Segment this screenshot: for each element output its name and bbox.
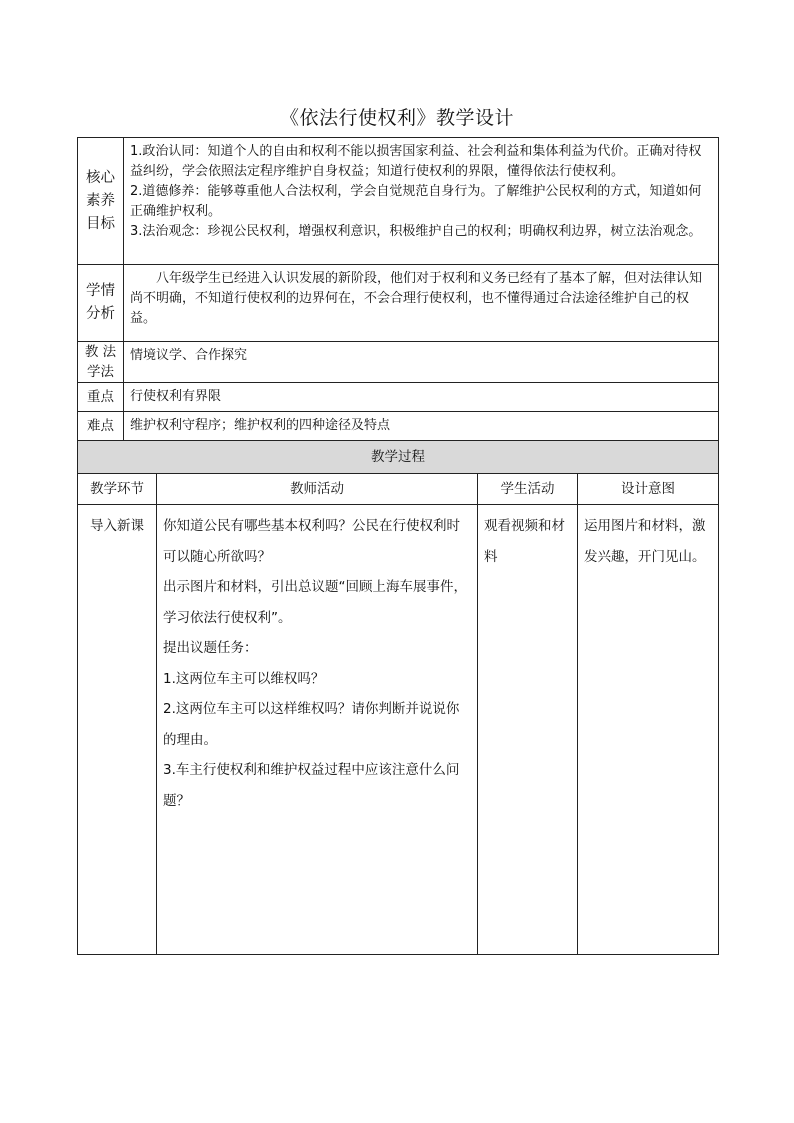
situation-text: 八年级学生已经进入认识发展的新阶段，他们对于权利和义务已经有了基本了解，但对法律认知尚不明确，不知道行使权利的边界何在，不会合理行使权利，也不懂得通过合法途径维护自己的权益。 — [130, 271, 703, 326]
method-label — [78, 342, 124, 383]
teacher-activity-item: 出示图片和材料，引出总议题“回顾上海车展事件，学习依法行使权利”。 — [163, 579, 467, 626]
situation-label-line: 分析 — [86, 306, 115, 322]
situation-label-line: 学情 — [86, 283, 115, 299]
column-header-stage: 教学环节 — [78, 474, 157, 505]
method-text: 情境议学、合作探究 — [130, 348, 248, 363]
process-row — [78, 505, 719, 955]
difficulty-content: 维护权利守程序；维护权利的四种途径及特点 — [124, 412, 719, 441]
goals-label-line: 核心 — [86, 169, 115, 186]
teacher-activity-item: 3.车主行使权利和维护权益过程中应该注意什么问题？ — [163, 762, 460, 809]
goal-item: 3.法治观念：珍视公民权利，增强权利意识，积极维护自己的权利；明确权利边界，树立法治观念。 — [130, 224, 702, 239]
goal-item: 1.政治认同：知道个人的自由和权利不能以损害国家利益、社会利益和集体利益为代价。正确对待权益纠纷，学会依照法定程序维护自身权益；知道行使权利的界限，懂得依法行使权利。 — [130, 144, 702, 179]
column-header-intent: 设计意图 — [578, 474, 719, 505]
stage-cell: 导入新课 — [78, 505, 157, 955]
process-header: 教学过程 — [78, 441, 719, 474]
student-activity-cell: 观看视频和材料 — [478, 505, 578, 955]
method-label-line: 教 法 — [84, 344, 117, 360]
goals-label — [78, 138, 124, 265]
document-title: 《依法行使权利》教学设计 — [279, 107, 514, 129]
teacher-activity-item: 1.这两位车主可以维权吗？ — [163, 670, 325, 687]
teacher-activity-item: 2.这两位车主可以这样维权吗？请你判断并说说你的理由。 — [163, 701, 460, 748]
key-point-content: 行使权利有界限 — [124, 383, 719, 412]
process-header-row — [78, 441, 719, 474]
goals-label-line: 素养 — [86, 192, 115, 209]
situation-row — [78, 265, 719, 342]
key-point-label: 重点 — [78, 383, 124, 412]
lesson-plan-table — [77, 137, 719, 955]
difficulty-label: 难点 — [78, 412, 124, 441]
teacher-activity-item: 你知道公民有哪些基本权利吗？公民在行使权利时可以随心所欲吗？ — [163, 518, 460, 565]
situation-content — [124, 265, 719, 342]
key-point-row — [78, 383, 719, 412]
column-header-teacher: 教师活动 — [157, 474, 478, 505]
teacher-activity-item: 提出议题任务： — [163, 640, 258, 656]
method-label-line: 学法 — [87, 364, 114, 380]
goal-item: 2.道德修养：能够尊重他人合法权利，学会自觉规范自身行为。了解维护公民权利的方式，知道如何正确维护权利。 — [130, 184, 702, 219]
column-header-student: 学生活动 — [478, 474, 578, 505]
teacher-activity-cell — [157, 505, 478, 955]
method-content — [124, 342, 719, 383]
difficulty-row — [78, 412, 719, 441]
goals-label-line: 目标 — [86, 215, 115, 232]
goals-content — [124, 138, 719, 265]
design-intent-cell: 运用图片和材料，激发兴趣，开门见山。 — [578, 505, 719, 955]
process-columns-row — [78, 474, 719, 505]
goals-row — [78, 138, 719, 265]
method-row — [78, 342, 719, 383]
situation-label — [78, 265, 124, 342]
